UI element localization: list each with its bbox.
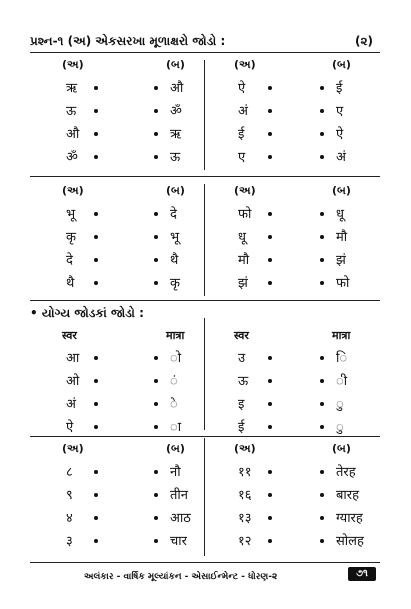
match-item: ग्यारह	[336, 511, 363, 526]
column-header: मात्रा	[166, 329, 185, 342]
match-item: १२	[238, 534, 252, 549]
match-dot[interactable]	[320, 235, 324, 239]
column-header: मात्रा	[332, 329, 351, 342]
match-item: ऊ	[238, 374, 249, 389]
match-item: ए	[336, 104, 344, 119]
match-dot[interactable]	[268, 281, 272, 285]
match-item: उ	[238, 351, 246, 366]
match-dot[interactable]	[154, 258, 158, 262]
match-section-3	[30, 328, 380, 438]
match-item: मौ	[238, 253, 250, 268]
match-item: अं	[66, 397, 76, 412]
column-header: स्वर	[234, 329, 249, 342]
match-dot[interactable]	[320, 155, 324, 159]
match-item: ऊ	[170, 150, 181, 165]
match-item: आठ	[170, 511, 191, 526]
match-item: ऐ	[238, 81, 246, 96]
match-item: ई	[336, 81, 343, 96]
match-dot[interactable]	[94, 539, 98, 543]
match-dot[interactable]	[154, 402, 158, 406]
column-header: (બ)	[166, 58, 185, 71]
match-dot[interactable]	[154, 356, 158, 360]
match-dot[interactable]	[94, 86, 98, 90]
match-dot[interactable]	[268, 235, 272, 239]
match-dot[interactable]	[94, 516, 98, 520]
match-dot[interactable]	[268, 516, 272, 520]
section-subtitle: • યોગ્ય જોડકાં જોડો :	[30, 306, 144, 320]
match-item: ि	[336, 351, 348, 366]
match-item: धू	[238, 230, 246, 245]
page-number: ૭૧	[348, 567, 376, 581]
match-dot[interactable]	[154, 235, 158, 239]
match-item: तेरह	[336, 465, 356, 480]
match-dot[interactable]	[268, 402, 272, 406]
column-header: (અ)	[234, 184, 256, 197]
match-item: औ	[170, 81, 184, 96]
match-item: अं	[238, 104, 248, 119]
match-item: ४	[66, 511, 73, 526]
match-dot[interactable]	[94, 402, 98, 406]
match-dot[interactable]	[94, 379, 98, 383]
footer-divider	[30, 562, 380, 563]
match-dot[interactable]	[154, 539, 158, 543]
match-dot[interactable]	[268, 132, 272, 136]
question-title: પ્રશ્ન-૧ (અ) એકસરખા મૂળાક્ષરો જોડો :	[30, 34, 226, 48]
match-item: कृ	[170, 276, 180, 291]
match-dot[interactable]	[154, 281, 158, 285]
match-dot[interactable]	[154, 109, 158, 113]
match-dot[interactable]	[154, 155, 158, 159]
match-dot[interactable]	[154, 493, 158, 497]
divider	[30, 300, 380, 301]
match-dot[interactable]	[154, 132, 158, 136]
match-item: ऊ	[66, 104, 77, 119]
match-item: ा	[170, 420, 182, 435]
match-item: ो	[170, 351, 182, 366]
match-dot[interactable]	[320, 132, 324, 136]
match-dot[interactable]	[268, 258, 272, 262]
column-divider	[204, 184, 205, 296]
column-header: स्वर	[62, 329, 77, 342]
match-item: ऐ	[66, 420, 74, 435]
match-dot[interactable]	[320, 470, 324, 474]
match-dot[interactable]	[154, 86, 158, 90]
divider	[30, 176, 380, 177]
match-item: सोलह	[336, 534, 364, 549]
column-header: (બ)	[332, 184, 351, 197]
match-item: ए	[238, 150, 246, 165]
match-item: मौ	[336, 230, 348, 245]
match-item: भू	[170, 230, 180, 245]
column-header: (અ)	[62, 442, 84, 455]
match-item: दे	[66, 253, 73, 268]
match-dot[interactable]	[94, 132, 98, 136]
match-dot[interactable]	[320, 539, 324, 543]
column-header: (અ)	[62, 58, 84, 71]
match-item: ी	[336, 374, 348, 389]
divider	[30, 436, 380, 437]
match-dot[interactable]	[268, 493, 272, 497]
match-dot[interactable]	[94, 356, 98, 360]
match-dot[interactable]	[94, 470, 98, 474]
match-item: ३	[66, 534, 73, 549]
match-item: ८	[66, 465, 73, 480]
footer-text: અલંકાર - વાર્ષિક મૂલ્યાંકન - એસાઈન્મેન્ટ - ધોરણ-૨	[84, 572, 278, 582]
match-dot[interactable]	[320, 109, 324, 113]
match-dot[interactable]	[94, 155, 98, 159]
match-item: बारह	[336, 488, 360, 503]
match-item: फो	[238, 207, 252, 222]
match-item: ु	[336, 397, 344, 412]
match-dot[interactable]	[94, 235, 98, 239]
match-dot[interactable]	[94, 109, 98, 113]
match-item: आ	[66, 351, 80, 366]
match-dot[interactable]	[268, 109, 272, 113]
match-item: तीन	[170, 488, 188, 503]
column-header: (બ)	[332, 442, 351, 455]
divider	[30, 52, 380, 53]
match-dot[interactable]	[320, 258, 324, 262]
match-item: भू	[66, 207, 76, 222]
match-dot[interactable]	[320, 356, 324, 360]
match-dot[interactable]	[268, 86, 272, 90]
column-divider	[204, 60, 205, 170]
match-item: थै	[66, 276, 75, 291]
match-dot[interactable]	[320, 281, 324, 285]
match-item: कृ	[66, 230, 76, 245]
match-dot[interactable]	[320, 402, 324, 406]
match-item: थै	[170, 253, 179, 268]
match-item: नौ	[170, 465, 181, 480]
match-dot[interactable]	[268, 356, 272, 360]
match-item: फो	[336, 276, 350, 291]
match-dot[interactable]	[94, 212, 98, 216]
match-dot[interactable]	[94, 258, 98, 262]
match-item: ॐ	[170, 104, 182, 119]
match-item: चार	[170, 534, 187, 549]
match-item: ई	[238, 127, 245, 142]
match-item: ११	[238, 465, 252, 480]
column-header: (અ)	[234, 58, 256, 71]
match-dot[interactable]	[268, 470, 272, 474]
match-dot[interactable]	[268, 539, 272, 543]
match-item: े	[170, 397, 178, 412]
match-dot[interactable]	[154, 212, 158, 216]
match-section-2	[30, 184, 380, 294]
column-divider	[204, 318, 205, 430]
match-item: ॐ	[66, 150, 78, 165]
match-item: धू	[336, 207, 344, 222]
match-dot[interactable]	[320, 516, 324, 520]
match-item: ऋ	[170, 127, 182, 142]
match-dot[interactable]	[268, 155, 272, 159]
match-item: ं	[170, 374, 178, 389]
match-dot[interactable]	[154, 379, 158, 383]
match-dot[interactable]	[320, 379, 324, 383]
match-dot[interactable]	[94, 425, 98, 429]
match-dot[interactable]	[94, 281, 98, 285]
match-item: ऐ	[336, 127, 344, 142]
match-item: ९	[66, 488, 73, 503]
column-header: (બ)	[332, 58, 351, 71]
match-section-4	[30, 442, 380, 554]
question-number: (૨)	[354, 34, 373, 48]
match-section-1	[30, 58, 380, 168]
match-item: झं	[336, 253, 346, 268]
match-dot[interactable]	[154, 516, 158, 520]
match-dot[interactable]	[320, 425, 324, 429]
match-item: ओ	[66, 374, 80, 389]
match-item: अं	[336, 150, 346, 165]
match-dot[interactable]	[320, 493, 324, 497]
match-item: इ	[238, 397, 245, 412]
match-dot[interactable]	[154, 425, 158, 429]
column-header: (અ)	[62, 184, 84, 197]
column-header: (અ)	[234, 442, 256, 455]
match-item: औ	[66, 127, 80, 142]
match-dot[interactable]	[320, 212, 324, 216]
match-item: १३	[238, 511, 252, 526]
match-dot[interactable]	[94, 493, 98, 497]
match-item: दे	[170, 207, 177, 222]
match-dot[interactable]	[268, 379, 272, 383]
match-item: ु	[336, 420, 344, 435]
column-header: (બ)	[166, 442, 185, 455]
column-header: (બ)	[166, 184, 185, 197]
match-item: १६	[238, 488, 252, 503]
match-dot[interactable]	[268, 212, 272, 216]
match-item: ई	[238, 420, 245, 435]
match-dot[interactable]	[268, 425, 272, 429]
match-dot[interactable]	[320, 86, 324, 90]
match-item: झं	[238, 276, 248, 291]
column-divider	[204, 438, 205, 556]
match-item: ऋ	[66, 81, 78, 96]
match-dot[interactable]	[154, 470, 158, 474]
